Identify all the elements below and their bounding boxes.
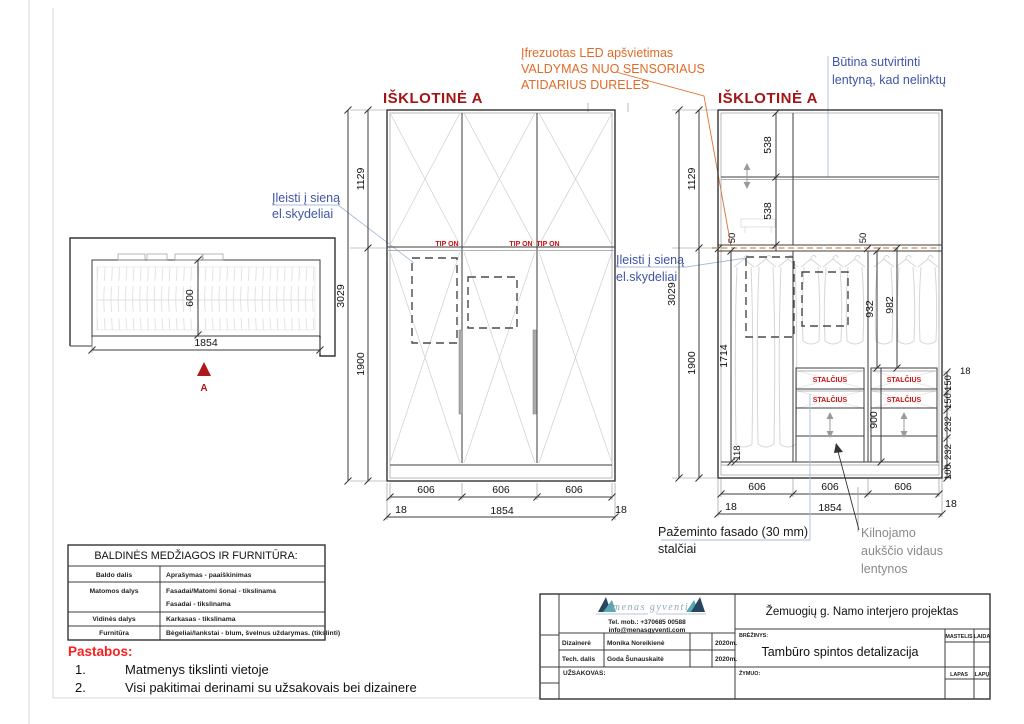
shelves-note-arrow-line bbox=[836, 444, 859, 530]
tech-year: 2020m. bbox=[715, 656, 738, 663]
drawers-note-line2: stalčiai bbox=[658, 542, 697, 556]
front-dim-htop: 1129 bbox=[355, 167, 367, 191]
plan-dim-width: 1854 bbox=[194, 337, 218, 349]
note-1-num: 1. bbox=[75, 662, 86, 677]
table-r4-label: Furnitūra bbox=[99, 630, 129, 637]
inside-dim-innerw: 1854 bbox=[818, 502, 842, 514]
inside-dim-shelf2: 538 bbox=[762, 202, 774, 220]
note-2-num: 2. bbox=[75, 680, 86, 695]
inside-dim-hangmid: 932 bbox=[864, 300, 876, 318]
table-r2-value-a: Fasadai/Matomi šonai - tikslinama bbox=[166, 588, 276, 595]
materials-table-title: BALDINĖS MEDŽIAGOS IR FURNITŪRA: bbox=[94, 550, 298, 562]
inside-chain-232b: 232 bbox=[943, 444, 954, 460]
front-dim-door3: 606 bbox=[565, 484, 583, 496]
door-handle-left bbox=[459, 330, 463, 414]
inside-dim-gap-left: 50 bbox=[727, 232, 738, 244]
section-marker-label: A bbox=[200, 383, 208, 394]
scale-label: MASTELIS bbox=[945, 634, 973, 640]
inside-dim-hangleft: 1714 bbox=[718, 344, 730, 368]
inside-chain-150b: 150 bbox=[943, 393, 954, 409]
company-email: info@menasgyventi.com bbox=[608, 627, 686, 634]
designer-year: 2020m. bbox=[715, 640, 738, 647]
table-r1-label: Baldo dalis bbox=[95, 572, 133, 579]
tip-on-label-1: TIP ON bbox=[435, 241, 459, 248]
drawer-label-4: STALČIUS bbox=[886, 397, 922, 404]
elevation-front bbox=[335, 89, 628, 521]
inside-chain-18: 18 bbox=[960, 366, 971, 377]
elevation-front-title: IŠKLOTINĖ A bbox=[383, 90, 483, 107]
led-note-line3: ATIDARIUS DURELES bbox=[521, 78, 650, 92]
notes-title: Pastabos: bbox=[68, 644, 133, 659]
inside-chain-150a: 150 bbox=[943, 375, 954, 391]
inside-dim-plinth: 118 bbox=[732, 445, 743, 461]
table-r4-value: Bėgeliai/lankstai - blum, švelnus uždarymas. (tikslinti) bbox=[166, 630, 341, 637]
inside-dim-gap-right: 50 bbox=[858, 232, 869, 244]
led-note-line1: Įfrezuotas LED apšvietimas bbox=[521, 46, 674, 60]
annotation-panels-front bbox=[272, 191, 414, 263]
panels-inside-line2: el.skydeliai bbox=[616, 270, 678, 284]
sheets-label: LAPŲ bbox=[974, 672, 990, 678]
tech-role: Tech. dalis bbox=[562, 656, 596, 663]
shelves-note-line1: Kilnojamo bbox=[861, 526, 916, 540]
panels-front-line2: el.skydeliai bbox=[272, 207, 334, 221]
front-dim-innerw: 1854 bbox=[490, 505, 514, 517]
inside-dim-shelf1: 538 bbox=[762, 136, 774, 154]
shelves-note-line3: lentynos bbox=[861, 562, 908, 576]
inside-dim-drawerzone: 900 bbox=[868, 411, 880, 429]
inside-chain-232a: 232 bbox=[943, 416, 954, 432]
front-dim-hbottom: 1900 bbox=[355, 352, 367, 376]
materials-table bbox=[68, 545, 340, 640]
annotation-shelves bbox=[834, 443, 943, 576]
designer-name: Monika Noreikienė bbox=[607, 640, 665, 647]
stiffen-note-line2: lentyną, kad nelinktų bbox=[832, 73, 946, 87]
inside-dim-door3: 606 bbox=[894, 481, 912, 493]
led-note-line2: VALDYMAS NUO SENSORIAUS bbox=[521, 62, 705, 76]
drawer-label-3: STALČIUS bbox=[886, 377, 922, 384]
tip-on-label-2: TIP ON bbox=[509, 241, 533, 248]
led-leader-line bbox=[616, 72, 731, 246]
designer-role: Dizainerė bbox=[562, 640, 591, 647]
hangers bbox=[734, 256, 938, 447]
company-logo bbox=[596, 597, 706, 614]
inside-chain-100: 100 bbox=[943, 464, 954, 480]
stiffen-note-line1: Būtina sutvirtinti bbox=[832, 55, 921, 69]
front-dim-side-right: 18 bbox=[615, 504, 627, 516]
inside-dim-hbottom: 1900 bbox=[686, 351, 698, 375]
tech-name: Goda Šunauskaitė bbox=[607, 656, 664, 663]
client-label: UŽSAKOVAS: bbox=[563, 670, 606, 677]
drawers-note-line1: Pažeminto fasado (30 mm) bbox=[658, 525, 809, 539]
table-r3-label: Vidinės dalys bbox=[92, 616, 136, 623]
table-r2-label: Matomos dalys bbox=[89, 588, 139, 595]
drawing-label: BRĖŽINYS: bbox=[739, 633, 769, 639]
panels-inside-line1: Įleisti į sieną bbox=[616, 253, 685, 267]
tip-on-label-3: TIP ON bbox=[536, 241, 560, 248]
elevation-inside bbox=[666, 89, 971, 518]
recessed-panel-front-left bbox=[412, 258, 457, 343]
drawing-title: Tambūro spintos detalizacija bbox=[761, 645, 919, 659]
drawer-label-1: STALČIUS bbox=[812, 377, 848, 384]
issue-label: LAIDA bbox=[973, 634, 991, 640]
front-dim-door2: 606 bbox=[492, 484, 510, 496]
plan-dim-depth: 600 bbox=[184, 289, 196, 307]
project-title: Žemuogių g. Namo interjero projektas bbox=[765, 606, 959, 618]
inside-dim-htotal: 3029 bbox=[666, 282, 678, 306]
console-sketch bbox=[741, 219, 775, 233]
elevation-inside-title: IŠKLOTINĖ A bbox=[718, 90, 818, 107]
plan-view bbox=[70, 238, 335, 394]
plan-wall-panels bbox=[118, 254, 223, 260]
notes-block bbox=[68, 644, 417, 695]
sheet-label: LAPAS bbox=[950, 672, 968, 678]
title-block bbox=[540, 594, 990, 699]
adjustable-shelf-arrow-top bbox=[744, 163, 751, 189]
inside-dim-side-left: 18 bbox=[725, 501, 737, 513]
table-r3-value: Karkasas - tikslinama bbox=[166, 616, 236, 623]
section-marker-triangle bbox=[197, 362, 211, 376]
front-dim-door1: 606 bbox=[417, 484, 435, 496]
inside-dim-side-right: 18 bbox=[945, 498, 957, 510]
front-dim-htotal: 3029 bbox=[335, 284, 347, 308]
company-phone: Tel. mob.: +370685 00588 bbox=[608, 619, 686, 626]
note-1-text: Matmenys tikslinti vietoje bbox=[125, 662, 269, 677]
company-logo-text: menas gyventi bbox=[612, 602, 690, 613]
inside-dim-door2: 606 bbox=[821, 481, 839, 493]
shelves-note-arrowhead bbox=[834, 443, 843, 453]
annotation-panels-inside bbox=[616, 253, 746, 284]
table-r2-value-b: Fasadai - tikslinama bbox=[166, 601, 231, 608]
front-dim-side-left: 18 bbox=[395, 504, 407, 516]
shelves-note-line2: aukščio vidaus bbox=[861, 544, 943, 558]
table-r1-value: Aprašymas - paaiškinimas bbox=[166, 572, 252, 579]
drawer-label-2: STALČIUS bbox=[812, 397, 848, 404]
inside-dim-hangright: 982 bbox=[884, 296, 896, 314]
door-handle-right bbox=[533, 330, 537, 414]
plan-hanger-area bbox=[97, 267, 315, 330]
inside-dim-htop: 1129 bbox=[686, 167, 698, 191]
annotation-stiffen bbox=[828, 55, 946, 177]
note-2-text: Visi pakitimai derinami su užsakovais bei dizainere bbox=[125, 680, 417, 695]
inside-dim-door1: 606 bbox=[748, 481, 766, 493]
panels-front-line1: Įleisti į sieną bbox=[272, 191, 341, 205]
mark-label: ŽYMUO: bbox=[739, 671, 761, 677]
